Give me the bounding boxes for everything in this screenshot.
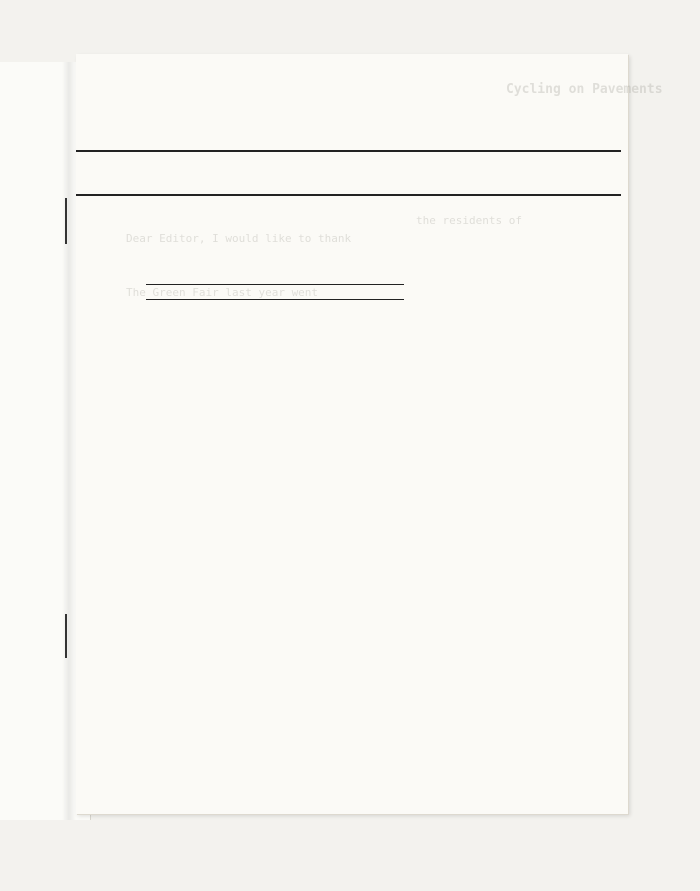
journal-cover-page	[76, 54, 663, 814]
headline-underline-1	[146, 284, 404, 285]
staple-top	[65, 198, 67, 244]
show-through-text: the residents of	[416, 214, 522, 227]
show-through-text: The Green Fair last year went	[126, 286, 319, 299]
staple-bottom	[65, 614, 67, 658]
masthead-rule-top	[76, 150, 621, 152]
page-fold-shadow	[62, 62, 76, 820]
show-through-text: Cycling on Pavements	[506, 82, 663, 97]
show-through-text: Dear Editor, I would like to thank	[126, 232, 352, 245]
headline-underline-2	[146, 299, 404, 300]
masthead-rule-bottom	[76, 194, 621, 196]
